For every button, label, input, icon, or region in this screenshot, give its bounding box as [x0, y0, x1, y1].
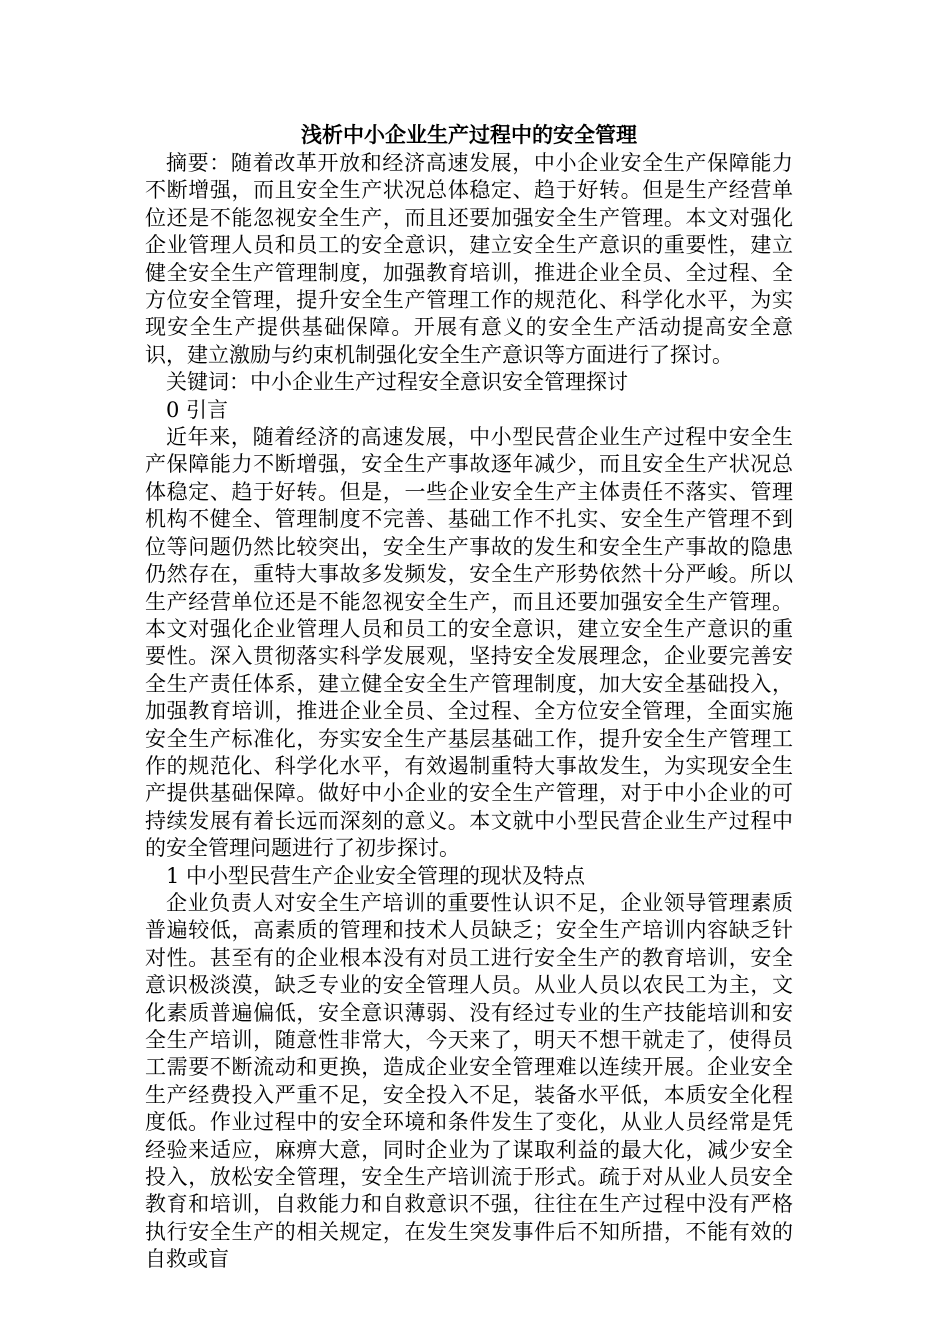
section-heading-introduction: 0 引言	[166, 397, 229, 422]
document-title: 浅析中小企业生产过程中的安全管理	[301, 123, 637, 147]
section-heading-status: 1 中小型民营生产企业安全管理的现状及特点	[166, 863, 586, 888]
abstract-paragraph: 摘要：随着改革开放和经济高速发展，中小企业安全生产保障能力不断增强，而且安全生产状况总体稳定、趋于好转。但是生产经营单位还是不能忽视安全生产，而且还要加强安全生产管理。本文对强化企业管理人员和员工的安全意识，建立安全生产意识的重要性，建立健全安全生产管理制度，加强教育培训，推进企业全员、全过程、全方位安全管理，提升安全生产管理工作的规范化、科学化水平，为实现安全生产提供基础保障。开展有意义的安全生产活动提高安全意识，建立激励与约束机制强化安全生产意识等方面进行了探讨。	[145, 151, 793, 367]
document-body	[145, 120, 793, 1274]
status-paragraph: 企业负责人对安全生产培训的重要性认识不足，企业领导管理素质普遍较低，高素质的管理和技术人员缺乏；安全生产培训内容缺乏针对性。甚至有的企业根本没有对员工进行安全生产的教育培训，安全意识极淡漠，缺乏专业的安全管理人员。从业人员以农民工为主，文化素质普遍偏低，安全意识薄弱、没有经过专业的生产技能培训和安全生产培训，随意性非常大，今天来了，明天不想干就走了，使得员工需要不断流动和更换，造成企业安全管理难以连续开展。企业安全生产经费投入严重不足，安全投入不足，装备水平低，本质安全化程度低。作业过程中的安全环境和条件发生了变化，从业人员经常是凭经验来适应，麻痹大意，同时企业为了谋取利益的最大化，减少安全投入，放松安全管理，安全生产培训流于形式。疏于对从业人员安全教育和培训，自救能力和自救意识不强，往往在生产过程中没有严格执行安全生产的相关规定，在发生突发事件后不知所措，不能有效的自救或盲	[145, 890, 793, 1272]
introduction-paragraph: 近年来，随着经济的高速发展，中小型民营企业生产过程中安全生产保障能力不断增强，安全生产事故逐年减少，而且安全生产状况总体稳定、趋于好转。但是，一些企业安全生产主体责任不落实、管理机构不健全、管理制度不完善、基础工作不扎实、安全生产管理不到位等问题仍然比较突出，安全生产事故的发生和安全生产事故的隐患仍然存在，重特大事故多发频发，安全生产形势依然十分严峻。所以生产经营单位还是不能忽视安全生产，而且还要加强安全生产管理。本文对强化企业管理人员和员工的安全意识，建立安全生产意识的重要性。深入贯彻落实科学发展观，坚持安全发展理念，企业要完善安全生产责任体系，建立健全安全生产管理制度，加大安全基础投入，加强教育培训，推进企业全员、全过程、全方位安全管理，全面实施安全生产标准化，夯实安全生产基层基础工作，提升安全生产管理工作的规范化、科学化水平，有效遏制重特大事故发生，为实现安全生产提供基础保障。做好中小企业的安全生产管理，对于中小企业的可持续发展有着长远而深刻的意义。本文就中小型民营企业生产过程中的安全管理问题进行了初步探讨。	[145, 425, 793, 861]
keywords-paragraph: 关键词：中小企业生产过程安全意识安全管理探讨	[166, 370, 628, 395]
